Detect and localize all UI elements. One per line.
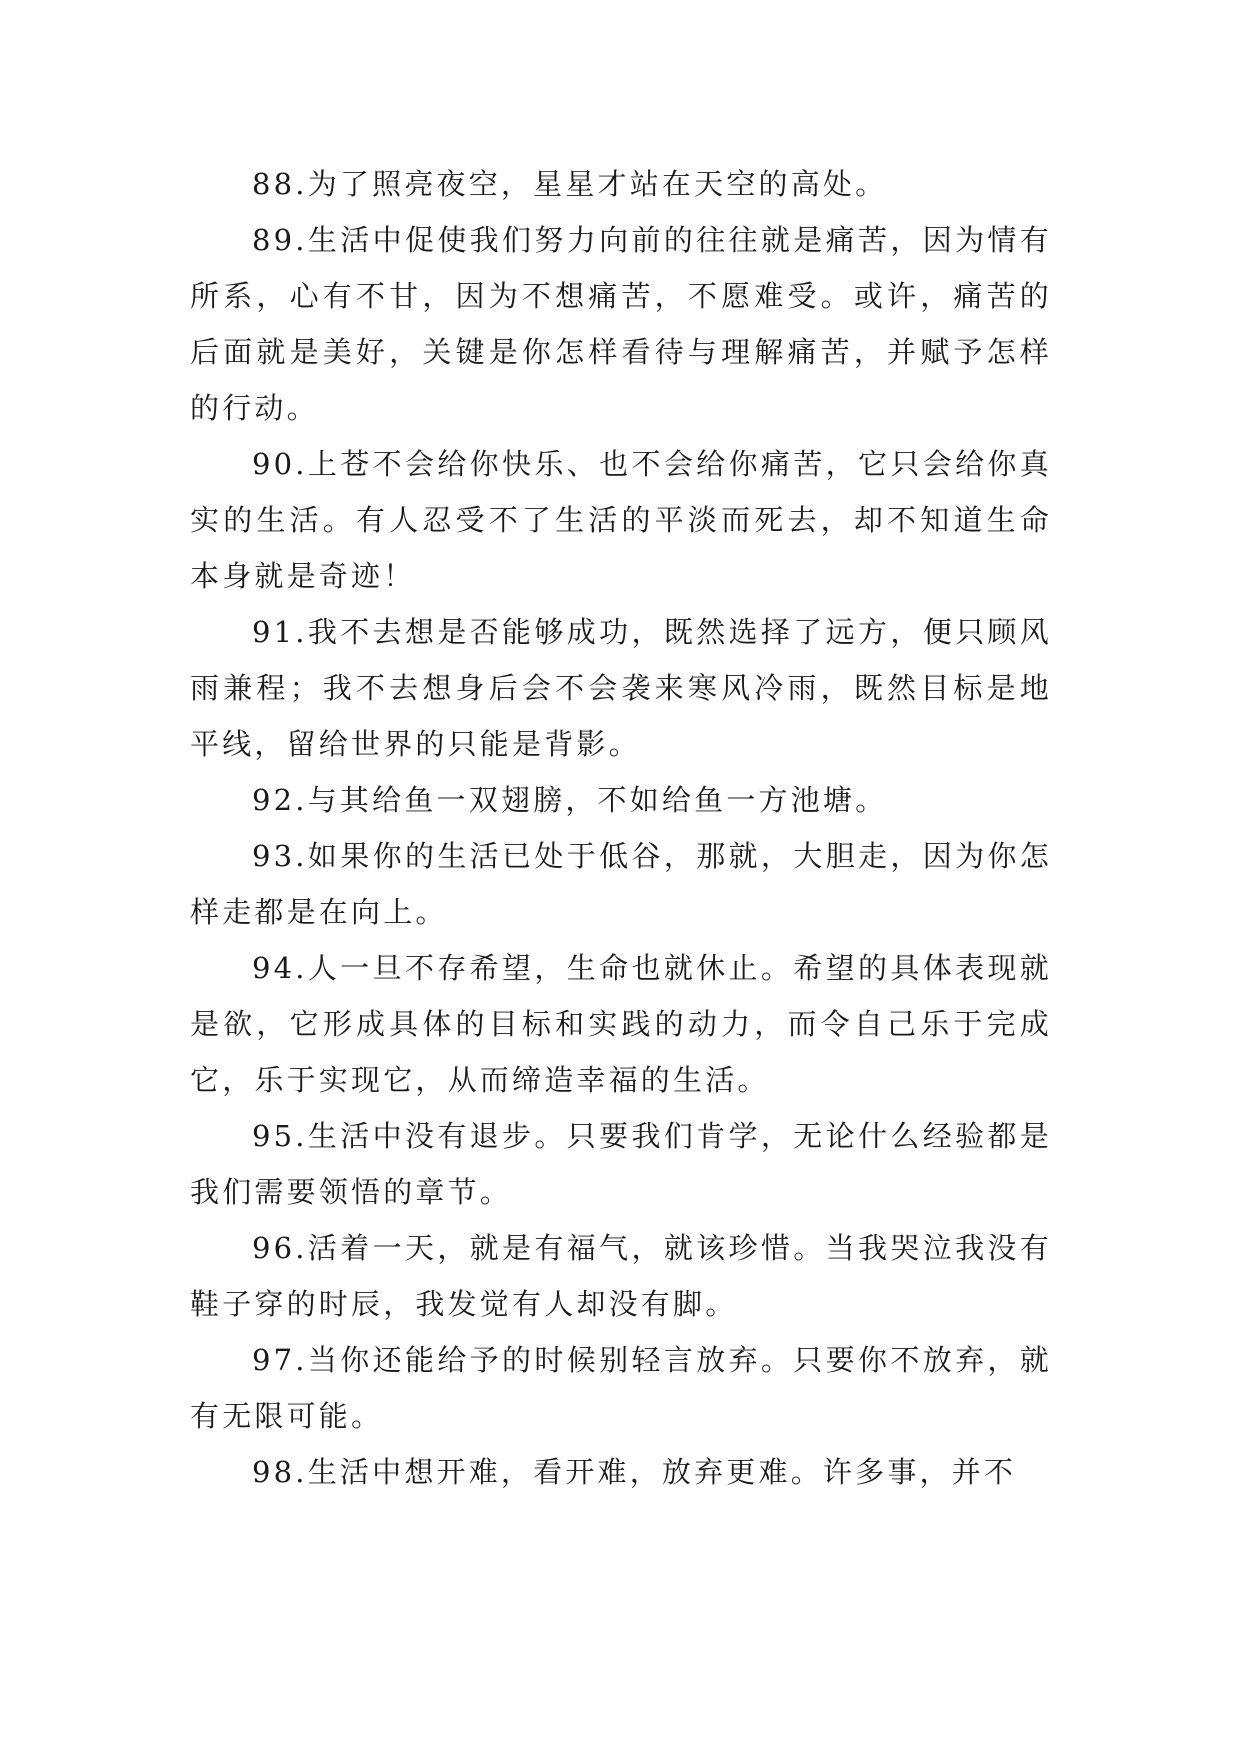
- paragraph-88: 88.为了照亮夜空，星星才站在天空的高处。: [252, 167, 888, 201]
- paragraph-89: 89.生活中促使我们努力向前的往往就是痛苦，因为情有所系，心有不甘，因为不想痛苦，不愿难受。或许，痛苦的后面就是美好，关键是你怎样看待与理解痛苦，并赋予怎样的行动。: [190, 223, 1052, 425]
- paragraph-98: 98.生活中想开难，看开难，放弃更难。许多事，并不: [252, 1455, 1017, 1489]
- paragraph-91: 91.我不去想是否能够成功，既然选择了远方，便只顾风雨兼程；我不去想身后会不会袭来寒风冷雨，既然目标是地平线，留给世界的只能是背影。: [190, 615, 1052, 761]
- paragraph-94: 94.人一旦不存希望，生命也就休止。希望的具体表现就是欲，它形成具体的目标和实践的动力，而令自己乐于完成它，乐于实现它，从而缔造幸福的生活。: [190, 951, 1052, 1097]
- paragraph-90: 90.上苍不会给你快乐、也不会给你痛苦，它只会给你真实的生活。有人忍受不了生活的平淡而死去，却不知道生命本身就是奇迹！: [190, 447, 1052, 593]
- paragraph-93: 93.如果你的生活已处于低谷，那就，大胆走，因为你怎样走都是在向上。: [190, 839, 1052, 929]
- paragraph-95: 95.生活中没有退步。只要我们肯学，无论什么经验都是我们需要领悟的章节。: [190, 1119, 1052, 1209]
- paragraph-96: 96.活着一天，就是有福气，就该珍惜。当我哭泣我没有鞋子穿的时辰，我发觉有人却没有脚。: [190, 1231, 1052, 1321]
- paragraph-92: 92.与其给鱼一双翅膀，不如给鱼一方池塘。: [252, 783, 888, 817]
- paragraph-97: 97.当你还能给予的时候别轻言放弃。只要你不放弃，就有无限可能。: [190, 1343, 1052, 1433]
- document-body: [190, 156, 1052, 1500]
